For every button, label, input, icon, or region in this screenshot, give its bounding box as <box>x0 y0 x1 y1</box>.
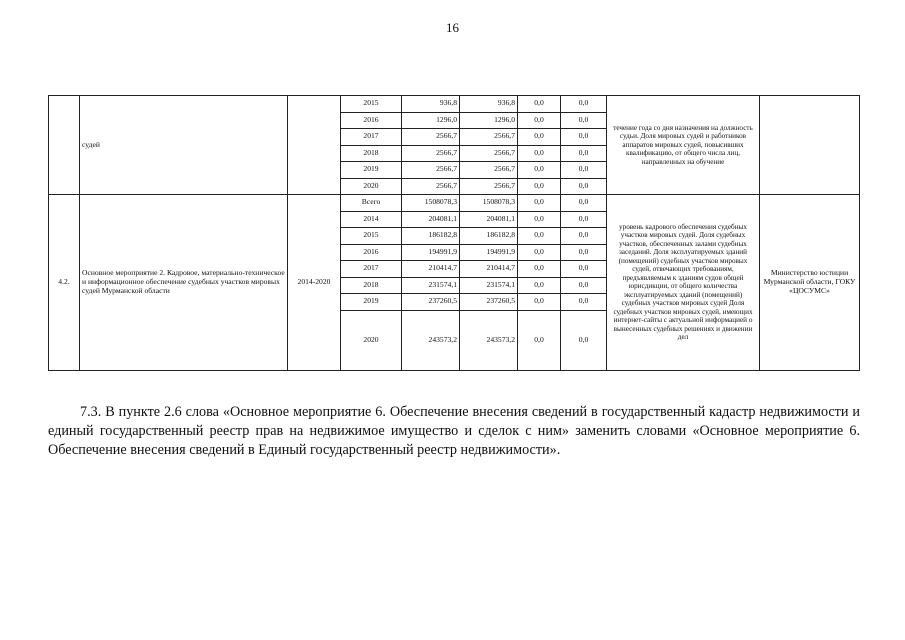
year-cell: 2017 <box>341 261 402 278</box>
regional-cell: 1296,0 <box>460 112 518 129</box>
year-cell: 2020 <box>341 310 402 370</box>
regional-cell: 243573,2 <box>460 310 518 370</box>
total-cell: 194991,9 <box>402 244 460 261</box>
other-cell: 0,0 <box>561 145 607 162</box>
other-cell: 0,0 <box>561 96 607 113</box>
federal-cell: 0,0 <box>518 178 561 195</box>
total-cell: 237260,5 <box>402 294 460 311</box>
table-row <box>49 96 860 113</box>
regional-cell: 210414,7 <box>460 261 518 278</box>
total-cell: 1508078,3 <box>402 195 460 212</box>
program-table <box>48 95 860 371</box>
regional-cell: 936,8 <box>460 96 518 113</box>
regional-cell: 204081,1 <box>460 211 518 228</box>
other-cell: 0,0 <box>561 261 607 278</box>
year-cell: 2015 <box>341 96 402 113</box>
year-cell: 2017 <box>341 129 402 146</box>
other-cell: 0,0 <box>561 244 607 261</box>
regional-cell: 186182,8 <box>460 228 518 245</box>
year-cell: Всего <box>341 195 402 212</box>
total-cell: 243573,2 <box>402 310 460 370</box>
federal-cell: 0,0 <box>518 129 561 146</box>
regional-cell: 2566,7 <box>460 162 518 179</box>
other-cell: 0,0 <box>561 112 607 129</box>
indicator-cell: уровень кадрового обеспечения судебных участков мировых судей. Доля судебных участков, обеспеченных залами судебных заседаний. Доля эксплуатируемых зданий (помещений) судебных участков мировых судей, отвечающих требованиям, предъявляемым к зданиям судов общей юрисдикции, от общего количества эксплуатируемых зданий (помещений) судебных участков мировых судей Доля судебных участков мировых судей, имеющих интернет-сайты с актуальной информацией о вынесенных судебных решениях и движении дел <box>607 195 760 371</box>
total-cell: 2566,7 <box>402 145 460 162</box>
row-number-cell <box>49 96 80 195</box>
regional-cell: 2566,7 <box>460 129 518 146</box>
total-cell: 2566,7 <box>402 178 460 195</box>
row-number-cell: 4.2. <box>49 195 80 371</box>
other-cell: 0,0 <box>561 294 607 311</box>
table-row <box>49 195 860 212</box>
measure-name-cell: Основное мероприятие 2. Кадровое, материально-техническое и информационное обеспечение судебных участков мировых судей Мурманской области <box>80 195 288 371</box>
total-cell: 204081,1 <box>402 211 460 228</box>
year-cell: 2020 <box>341 178 402 195</box>
year-cell: 2019 <box>341 294 402 311</box>
federal-cell: 0,0 <box>518 261 561 278</box>
federal-cell: 0,0 <box>518 294 561 311</box>
regional-cell: 237260,5 <box>460 294 518 311</box>
regional-cell: 1508078,3 <box>460 195 518 212</box>
other-cell: 0,0 <box>561 277 607 294</box>
total-cell: 1296,0 <box>402 112 460 129</box>
federal-cell: 0,0 <box>518 310 561 370</box>
federal-cell: 0,0 <box>518 145 561 162</box>
total-cell: 2566,7 <box>402 129 460 146</box>
page-number: 16 <box>446 20 459 35</box>
total-cell: 186182,8 <box>402 228 460 245</box>
federal-cell: 0,0 <box>518 96 561 113</box>
other-cell: 0,0 <box>561 211 607 228</box>
other-cell: 0,0 <box>561 195 607 212</box>
responsible-cell: Министерство юстиции Мурманской области, ГОКУ «ЦОСУМС» <box>760 195 860 371</box>
total-cell: 936,8 <box>402 96 460 113</box>
year-cell: 2019 <box>341 162 402 179</box>
federal-cell: 0,0 <box>518 277 561 294</box>
year-cell: 2016 <box>341 244 402 261</box>
responsible-cell <box>760 96 860 195</box>
amendment-paragraph: 7.3. В пункте 2.6 слова «Основное мероприятие 6. Обеспечение внесения сведений в государственный кадастр недвижимости и единый государственный реестр прав на недвижимое имущество и сделок с ним» заменить словами «Основное мероприятие 6. Обеспечение внесения сведений в Единый государственный реестр недвижимости». <box>48 404 860 458</box>
federal-cell: 0,0 <box>518 195 561 212</box>
year-cell: 2015 <box>341 228 402 245</box>
year-cell: 2018 <box>341 145 402 162</box>
year-cell: 2014 <box>341 211 402 228</box>
year-cell: 2018 <box>341 277 402 294</box>
federal-cell: 0,0 <box>518 228 561 245</box>
regional-cell: 231574,1 <box>460 277 518 294</box>
other-cell: 0,0 <box>561 162 607 179</box>
year-cell: 2016 <box>341 112 402 129</box>
federal-cell: 0,0 <box>518 162 561 179</box>
regional-cell: 2566,7 <box>460 178 518 195</box>
other-cell: 0,0 <box>561 129 607 146</box>
measure-name-cell: судей <box>80 96 288 195</box>
total-cell: 2566,7 <box>402 162 460 179</box>
federal-cell: 0,0 <box>518 112 561 129</box>
indicator-cell: течение года со дня назначения на должность судьи. Доля мировых судей и работников аппаратов мировых судей, повысивших квалификацию, от общего числа лиц, направленных на обучение <box>607 96 760 195</box>
federal-cell: 0,0 <box>518 211 561 228</box>
period-cell: 2014-2020 <box>288 195 341 371</box>
other-cell: 0,0 <box>561 310 607 370</box>
other-cell: 0,0 <box>561 228 607 245</box>
regional-cell: 2566,7 <box>460 145 518 162</box>
total-cell: 231574,1 <box>402 277 460 294</box>
period-cell <box>288 96 341 195</box>
federal-cell: 0,0 <box>518 244 561 261</box>
other-cell: 0,0 <box>561 178 607 195</box>
total-cell: 210414,7 <box>402 261 460 278</box>
regional-cell: 194991,9 <box>460 244 518 261</box>
